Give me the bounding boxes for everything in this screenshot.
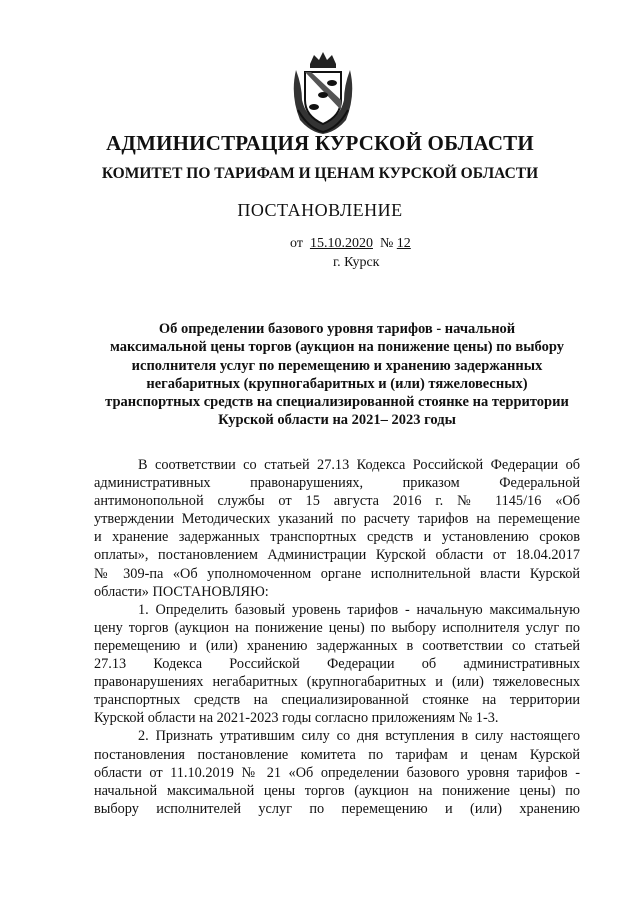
body-line: 2. Признать утратившим силу со дня вступления в силу настоящего <box>138 728 580 745</box>
body-line: утверждении Методических указаний по расчету тарифов на перемещение <box>94 511 580 528</box>
title-line: Курской области на 2021– 2023 годы <box>218 412 456 429</box>
title-line: негабаритных (крупногабаритных и (или) тяжеловесных) <box>146 375 528 392</box>
body-line: 1. Определить базовый уровень тарифов - начальную максимальную <box>138 601 580 618</box>
body-line: области от 11.10.2019 № 21 «Об определении базового уровня тарифов - <box>94 764 580 781</box>
date-number-line <box>290 236 411 252</box>
body-line: цену торгов (аукцион на понижение цены) по выбору исполнителя услуг по <box>94 619 580 636</box>
body-line: оплаты», постановлением Администрации Курской области от 18.04.2017 <box>94 547 580 564</box>
title-line: исполнителя услуг по перемещению и хранению задержанных <box>131 357 543 374</box>
body-line: перемещению и (или) хранению задержанных в соответствии со статьей <box>94 637 580 654</box>
body-line: постановления постановление комитета по тарифам и ценам Курской <box>94 746 580 763</box>
document-city: г. Курск <box>333 255 380 270</box>
body-line: области» ПОСТАНОВЛЯЮ: <box>94 583 269 600</box>
body-line: В соответствии со статьей 27.13 Кодекса Российской Федерации об <box>138 457 580 473</box>
body-line: административных правонарушениях, приказом Федеральной <box>94 475 580 492</box>
document-title <box>94 320 580 430</box>
administration-heading: АДМИНИСТРАЦИЯ КУРСКОЙ ОБЛАСТИ <box>106 131 534 155</box>
body-line: и хранение задержанных транспортных средств и установлению сроков <box>94 529 580 546</box>
body-line: транспортных средств на специализированной стоянке на территории <box>94 692 580 709</box>
body-line: антимонопольной службы от 15 августа 2016 г. № 1145/16 «Об <box>94 493 580 510</box>
document-type: ПОСТАНОВЛЕНИЕ <box>237 200 403 220</box>
document-number: 12 <box>396 236 411 251</box>
kursk-coat-of-arms-icon <box>288 50 358 136</box>
body-line: правонарушениях негабаритных (крупногабаритных и (или) тяжеловесных <box>94 674 580 691</box>
title-line: максимальной цены торгов (аукцион на понижение цены) по выбору <box>110 339 564 356</box>
body-line: Курской области на 2021-2023 годы согласно приложениям № 1-3. <box>94 710 499 727</box>
body-line: 27.13 Кодекса Российской Федерации об административных <box>94 656 580 673</box>
body-line: № 309-па «Об уполномоченном органе исполнительной власти Курской <box>94 565 580 582</box>
document-body <box>94 456 580 818</box>
number-sign: № <box>379 236 394 251</box>
committee-heading: КОМИТЕТ ПО ТАРИФАМ И ЦЕНАМ КУРСКОЙ ОБЛАСТИ <box>101 165 539 182</box>
body-line: начальной максимальной цены торгов (аукцион на понижение цены) по <box>94 782 580 799</box>
date-prefix: от <box>290 236 303 251</box>
body-line: выбору исполнителей услуг по перемещению и (или) хранению <box>94 800 580 817</box>
title-line: Об определении базового уровня тарифов - начальной <box>158 321 516 337</box>
document-date: 15.10.2020 <box>309 236 373 251</box>
title-line: транспортных средств на специализированной стоянке на территории <box>105 394 569 411</box>
